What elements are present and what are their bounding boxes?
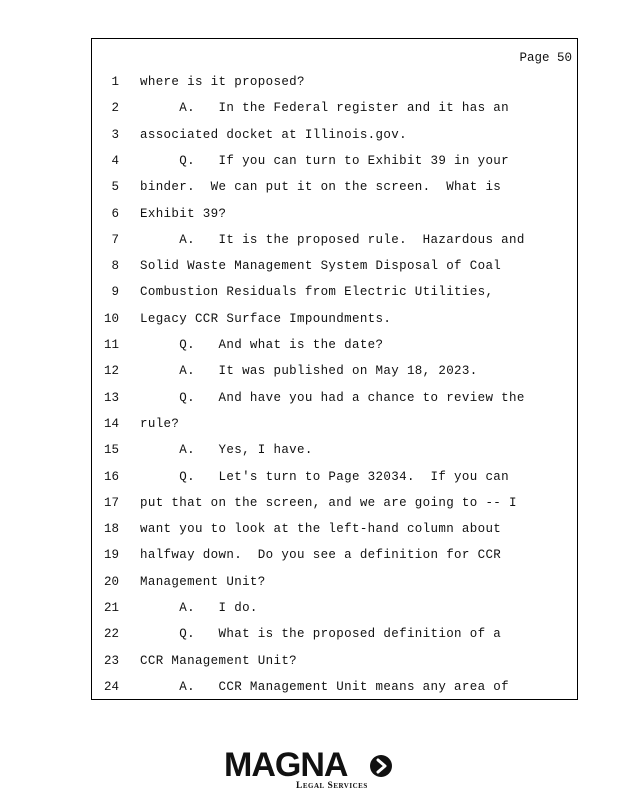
transcript-line: A. I do.	[140, 601, 258, 615]
line-number: 11	[103, 338, 119, 352]
line-number: 3	[111, 127, 119, 142]
line-number: 6	[111, 206, 119, 221]
transcript-line: A. CCR Management Unit means any area of	[140, 679, 510, 694]
line-number: 10	[103, 311, 119, 326]
transcript-line: put that on the screen, and we are going to -- I	[140, 495, 517, 510]
arrow-circle-icon	[370, 755, 392, 777]
line-number: 18	[103, 522, 119, 537]
transcript-line: rule?	[140, 416, 180, 431]
line-number: 5	[111, 180, 119, 195]
transcript-line: Exhibit 39?	[140, 206, 227, 221]
line-number: 17	[103, 495, 119, 510]
transcript-line: want you to look at the left-hand column about	[140, 522, 502, 537]
transcript-line: Q. If you can turn to Exhibit 39 in your	[140, 153, 510, 168]
transcript-line: Q. Let's turn to Page 32034. If you can	[140, 469, 510, 484]
transcript-line: associated docket at Illinois.gov.	[140, 127, 407, 142]
magna-logo	[224, 747, 396, 793]
line-number: 2	[111, 101, 119, 116]
transcript-line: A. In the Federal register and it has an	[140, 101, 510, 116]
transcript-line: where is it proposed?	[140, 75, 305, 89]
transcript-line: Solid Waste Management System Disposal of Coal	[140, 259, 502, 274]
line-number: 20	[103, 574, 119, 589]
transcript-page	[91, 38, 578, 700]
line-number: 4	[111, 153, 119, 168]
line-number: 9	[111, 285, 119, 300]
transcript-line: Legacy CCR Surface Impoundments.	[140, 311, 392, 326]
transcript-line: Q. What is the proposed definition of a	[140, 627, 502, 642]
line-number: 24	[103, 679, 119, 694]
line-number: 14	[103, 416, 119, 431]
page-number: Page 50	[519, 51, 572, 65]
transcript-line: Combustion Residuals from Electric Utilities,	[140, 285, 494, 300]
transcript-line: CCR Management Unit?	[140, 653, 298, 668]
line-number: 15	[103, 443, 119, 458]
transcript-line: A. Yes, I have.	[140, 443, 313, 458]
transcript-line: halfway down. Do you see a definition for CCR	[140, 548, 502, 563]
line-number: 19	[103, 548, 119, 563]
transcript-line: binder. We can put it on the screen. What is	[140, 180, 502, 195]
logo-wordmark: MAGNA	[224, 746, 348, 784]
transcript-line: Q. And what is the date?	[140, 338, 384, 352]
line-number: 23	[103, 653, 119, 668]
line-number: 16	[103, 469, 119, 484]
transcript-line: A. It was published on May 18, 2023.	[140, 364, 478, 379]
line-number: 7	[111, 232, 119, 247]
transcript-line: Management Unit?	[140, 574, 266, 589]
line-number: 13	[103, 390, 119, 405]
transcript-line: Q. And have you had a chance to review the	[140, 390, 525, 405]
line-number: 22	[103, 627, 119, 642]
line-number: 12	[103, 364, 119, 379]
line-number: 1	[111, 75, 119, 89]
line-number: 8	[111, 259, 119, 274]
line-number: 21	[103, 601, 119, 615]
logo-subtitle: Legal Services	[296, 781, 368, 791]
transcript-line: A. It is the proposed rule. Hazardous and	[140, 232, 525, 247]
